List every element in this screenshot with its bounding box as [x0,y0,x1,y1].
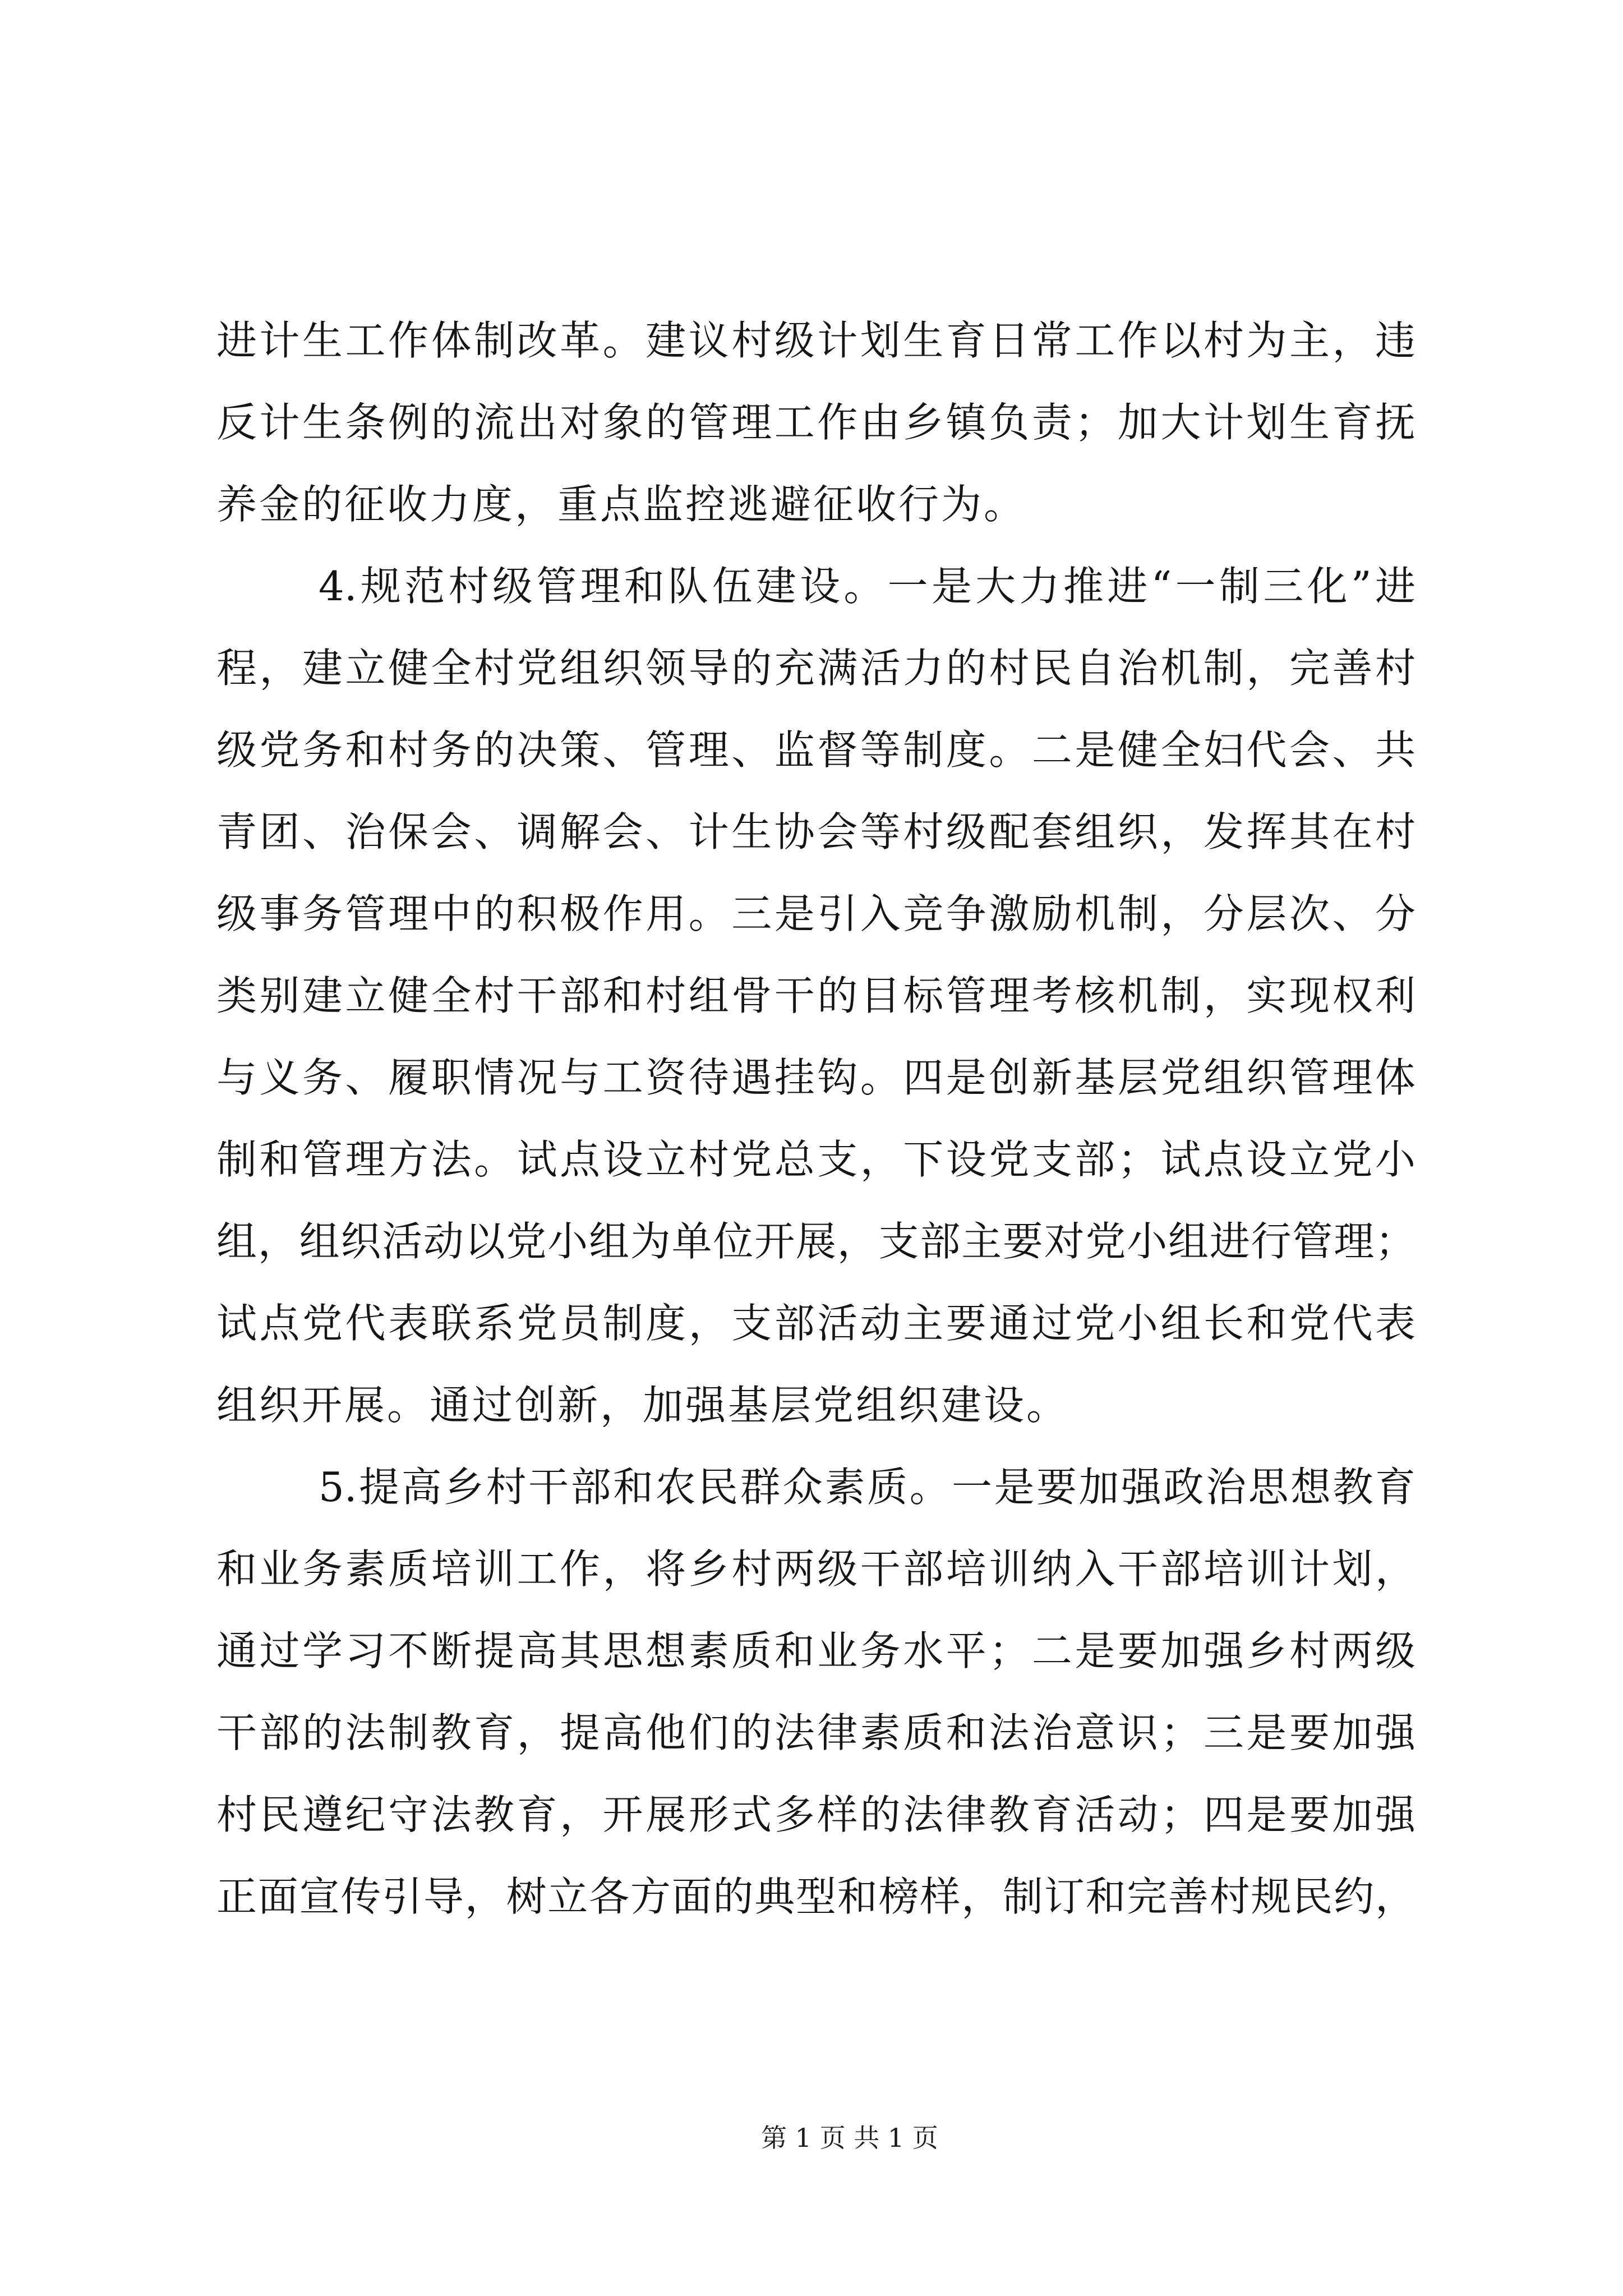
text-line: 反计生条例的流出对象的管理工作由乡镇负责；加大计划生育抚 [216,399,1415,446]
page-number-footer: 第 1 页 共 1 页 [761,2123,938,2153]
text-line: 青团、治保会、调解会、计生协会等村级配套组织，发挥其在村 [216,808,1415,855]
document-body [216,300,1415,1938]
text-line: 4.规范村级管理和队伍建设。一是大力推进“一制三化”进 [319,563,1415,610]
text-line: 级党务和村务的决策、管理、监督等制度。二是健全妇代会、共 [216,726,1415,774]
text-line: 级事务管理中的积极作用。三是引入竞争激励机制，分层次、分 [216,890,1415,937]
text-line: 村民遵纪守法教育，开展形式多样的法律教育活动；四是要加强 [216,1791,1415,1838]
text-line: 组，组织活动以党小组为单位开展，支部主要对党小组进行管理； [216,1218,1415,1265]
text-line: 制和管理方法。试点设立村党总支，下设党支部；试点设立党小 [216,1136,1415,1183]
paragraph-item-4 [216,545,1415,1446]
text-line: 程，建立健全村党组织领导的充满活力的村民自治机制，完善村 [216,645,1415,692]
text-line: 5.提高乡村干部和农民群众素质。一是要加强政治思想教育 [319,1464,1415,1511]
text-line: 通过学习不断提高其思想素质和业务水平；二是要加强乡村两级 [216,1627,1415,1674]
text-line: 干部的法制教育，提高他们的法律素质和法治意识；三是要加强 [216,1709,1415,1756]
text-line: 正面宣传引导，树立各方面的典型和榜样，制订和完善村规民约， [216,1873,1415,1920]
text-line: 试点党代表联系党员制度，支部活动主要通过党小组长和党代表 [216,1300,1415,1347]
text-line: 与义务、履职情况与工资待遇挂钩。四是创新基层党组织管理体 [216,1054,1415,1101]
text-line: 进计生工作体制改革。建议村级计划生育日常工作以村为主，违 [216,317,1415,364]
text-line: 类别建立健全村干部和村组骨干的目标管理考核机制，实现权利 [216,972,1415,1019]
text-line: 和业务素质培训工作，将乡村两级干部培训纳入干部培训计划， [216,1545,1415,1593]
text-line: 养金的征收力度，重点监控逃避征收行为。 [216,481,1027,528]
text-line: 组织开展。通过创新，加强基层党组织建设。 [216,1382,1069,1429]
paragraph-item-5 [216,1446,1415,1938]
paragraph-continuation [216,300,1415,545]
